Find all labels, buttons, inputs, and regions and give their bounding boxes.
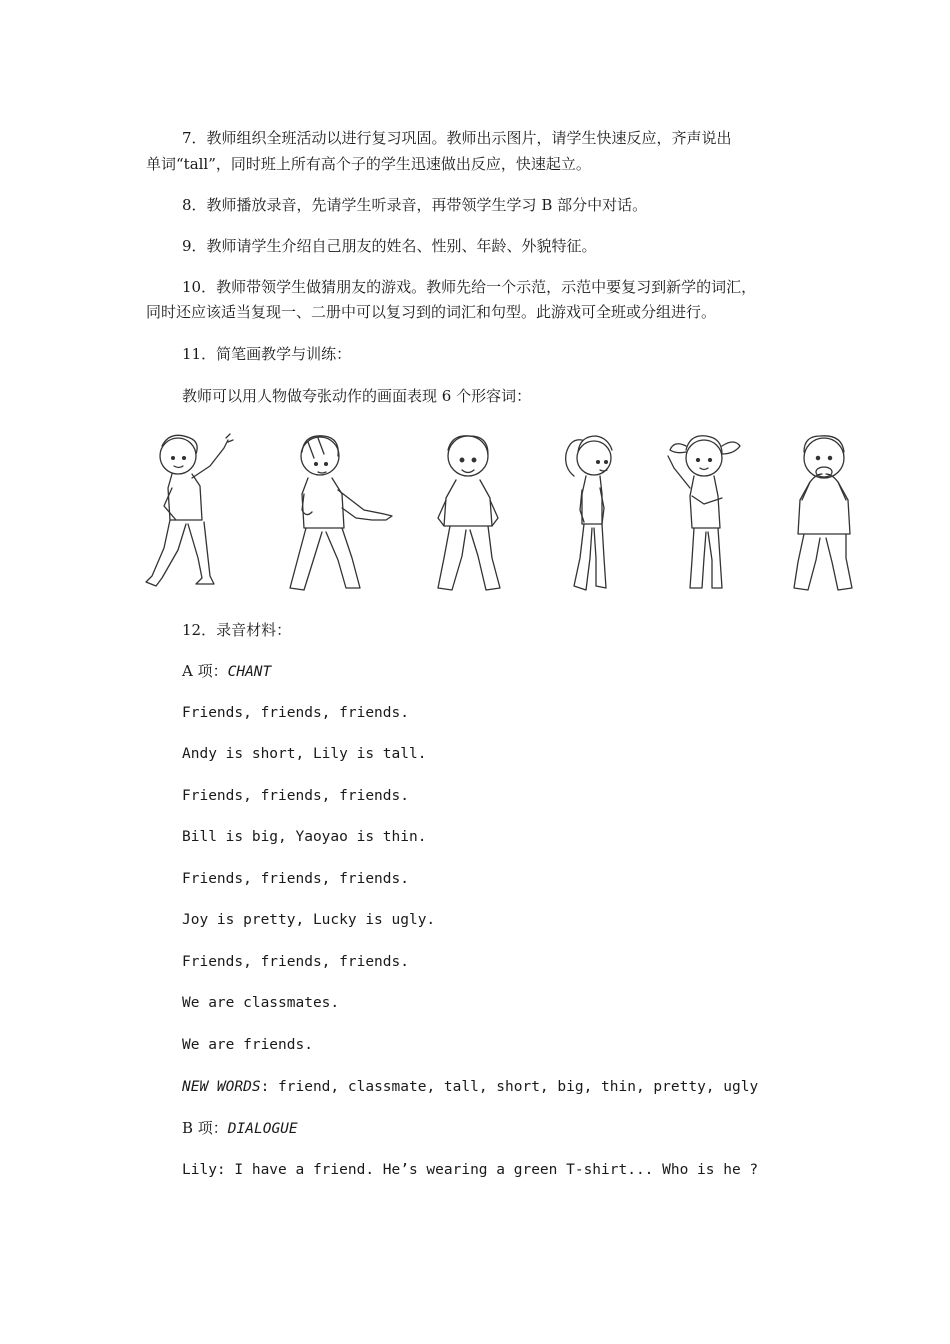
new-words-list: : friend, classmate, tall, short, big, thin, pretty, ugly	[260, 1079, 759, 1095]
section-b-heading	[182, 1118, 298, 1139]
paragraph-12: 12．录音材料：	[182, 621, 292, 639]
chant-line-5: Friends, friends, friends.	[182, 871, 409, 887]
new-words-line	[182, 1077, 758, 1097]
figure-tall-child	[140, 428, 250, 598]
chant-line-7: Friends, friends, friends.	[182, 954, 409, 970]
dialogue-line-1: Lily: I have a friend. He’s wearing a green T-shirt... Who is he ?	[182, 1162, 759, 1178]
chant-line-1: Friends, friends, friends.	[182, 705, 409, 721]
section-a-heading	[182, 661, 271, 682]
paragraph-10-line-2: 同时还应该适当复现一、二册中可以复习到的词汇和句型。此游戏可全班或分组进行。	[146, 303, 717, 321]
section-b-prefix: B 项：	[182, 1119, 228, 1137]
chant-line-9: We are friends.	[182, 1037, 313, 1053]
chant-line-8: We are classmates.	[182, 995, 340, 1011]
figure-ugly-child	[780, 428, 870, 598]
paragraph-11-description: 教师可以用人物做夸张动作的画面表现 6 个形容词：	[182, 387, 532, 405]
section-a-prefix: A 项：	[182, 662, 228, 680]
paragraph-10-line-1: 10．教师带领学生做猜朋友的游戏。教师先给一个示范，示范中要复习到新学的词汇，	[182, 278, 757, 296]
figure-thin-child	[552, 428, 632, 598]
section-a-title: CHANT	[227, 664, 272, 680]
chant-line-2: Andy is short, Lily is tall.	[182, 746, 427, 762]
paragraph-8: 8．教师播放录音，先请学生听录音，再带领学生学习 B 部分中对话。	[182, 196, 648, 214]
chant-line-3: Friends, friends, friends.	[182, 788, 409, 804]
paragraph-7-line-2: 单词“tall”，同时班上所有高个子的学生迅速做出反应，快速起立。	[146, 155, 591, 173]
chant-line-4: Bill is big, Yaoyao is thin.	[182, 829, 427, 845]
section-b-title: DIALOGUE	[227, 1121, 298, 1137]
paragraph-7-line-1: 7．教师组织全班活动以进行复习巩固。教师出示图片，请学生快速反应，齐声说出	[182, 129, 732, 147]
paragraph-11: 11．简笔画教学与训练：	[182, 345, 352, 363]
figure-big-child	[430, 428, 510, 598]
chant-line-6: Joy is pretty, Lucky is ugly.	[182, 912, 436, 928]
figure-short-child	[268, 428, 403, 598]
figure-pretty-child	[660, 428, 750, 598]
figure-illustrations	[140, 428, 870, 598]
new-words-label: NEW WORDS	[182, 1079, 261, 1095]
paragraph-9: 9．教师请学生介绍自己朋友的姓名、性别、年龄、外貌特征。	[182, 237, 597, 255]
